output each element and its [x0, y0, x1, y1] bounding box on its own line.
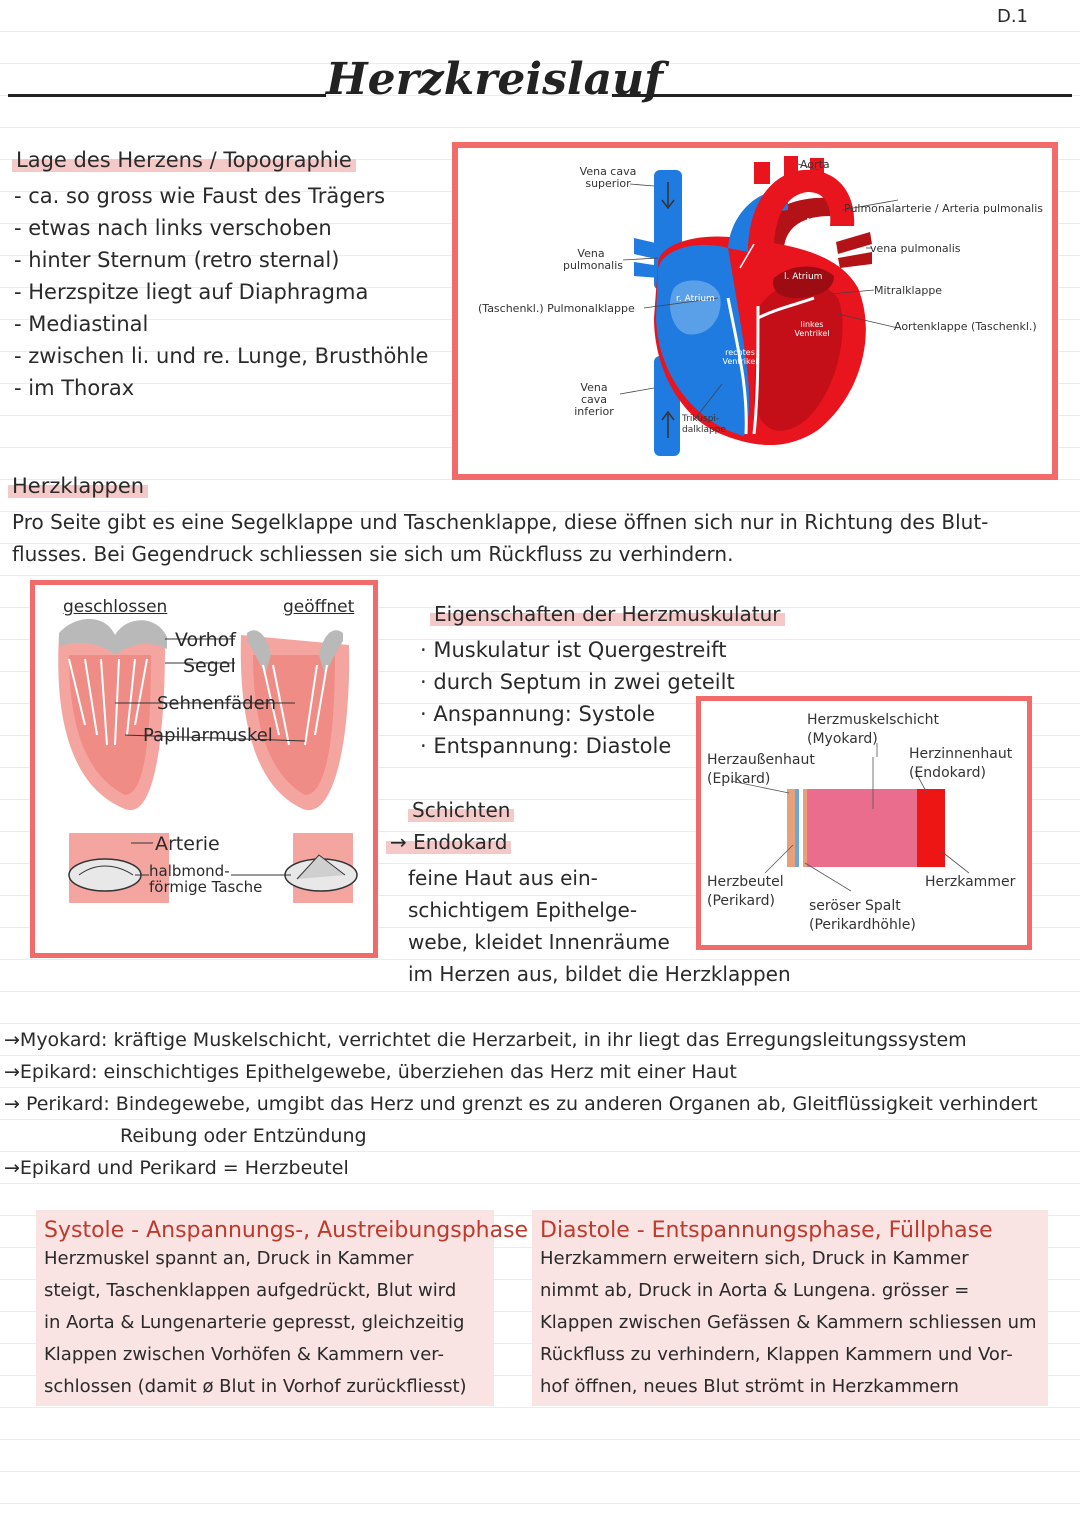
layer-perikard-cont: Reibung oder Entzündung — [120, 1125, 367, 1147]
list-item: - hinter Sternum (retro sternal) — [14, 248, 340, 272]
herzklappen-text-1: Pro Seite gibt es eine Segelklappe und Taschenklappe, diese öffnen sich nur in Richtung des Blut- — [12, 510, 989, 534]
list-item: - zwischen li. und re. Lunge, Brusthöhle — [14, 344, 429, 368]
label-vena-cava-inferior: Vena cava inferior — [574, 381, 614, 418]
eigenschaften-list — [420, 634, 735, 762]
label-geoeffnet: geöffnet — [283, 597, 355, 617]
systole-box: Systole - Anspannungs-, Austreibungsphase Herzmuskel spannt an, Druck in Kammer steigt, Taschenklappen aufgedrückt, Blut wird in Aorta & Lungenarterie gepresst, gleichzeitig Klappen zwischen Vorhöfen & Kammern ver- schlossen (damit ø Blut in Vorhof zurückfliesst) — [36, 1210, 494, 1406]
label-sehnenfaden: Sehnenfäden — [157, 693, 277, 714]
label-aortenklappe: Aortenklappe (Taschenkl.) — [894, 320, 1037, 333]
valve-diagram — [30, 580, 378, 958]
label-rechtes-ventrikel: rechtes Ventrikel — [722, 348, 758, 366]
label-l-atrium: l. Atrium — [784, 272, 823, 282]
label-herzbeutel: Herzbeutel (Perikard) — [707, 874, 784, 909]
label-pulmonalarterie: Pulmonalarterie / Arteria pulmonalis — [844, 202, 1044, 215]
herzklappen-text-2: flusses. Bei Gegendruck schliessen sie sich um Rückfluss zu verhindern. — [12, 542, 734, 566]
list-item: · Entspannung: Diastole — [420, 734, 672, 758]
lage-list — [14, 180, 428, 404]
label-seroeser-spalt: seröser Spalt (Perikardhöhle) — [809, 898, 916, 933]
page-title: Herzkreislauf — [326, 54, 664, 105]
layers-text — [4, 1024, 1038, 1184]
endokard-label: → Endokard — [386, 830, 511, 854]
label-herzaussenhaut: Herzaußenhaut (Epikard) — [707, 752, 815, 787]
title-rule-right — [612, 94, 1072, 97]
list-item: · Anspannung: Systole — [420, 702, 656, 726]
systole-heading: Systole - Anspannungs-, Austreibungsphase — [44, 1218, 529, 1243]
label-pulmonalklappe: (Taschenkl.) Pulmonalklappe — [478, 302, 635, 315]
layer-epikard: →Epikard: einschichtiges Epithelgewebe, überziehen das Herz mit einer Haut — [4, 1061, 737, 1083]
lage-heading: Lage des Herzens / Topographie — [12, 148, 356, 172]
page-number: D.1 — [996, 6, 1028, 27]
label-r-atrium: r. Atrium — [676, 294, 715, 304]
endokard-text: feine Haut aus ein- schichtigem Epithelge- webe, kleidet Innenräume im Herzen aus, bildet die Herzklappen — [408, 866, 791, 986]
label-papillarmuskel: Papillarmuskel — [143, 725, 273, 746]
label-vorhof: Vorhof — [175, 629, 236, 651]
layer-herzbeutel: →Epikard und Perikard = Herzbeutel — [4, 1157, 349, 1179]
list-item: - Mediastinal — [14, 312, 149, 336]
diastole-heading: Diastole - Entspannungsphase, Füllphase — [540, 1218, 993, 1243]
heart-diagram — [452, 142, 1058, 480]
label-vena-pulmonalis-left: Vena pulmonalis — [563, 247, 624, 272]
label-halbmond: halbmond- förmige Tasche — [149, 862, 263, 896]
label-arterie: Arterie — [155, 833, 220, 855]
list-item: - Herzspitze liegt auf Diaphragma — [14, 280, 369, 304]
label-mitralklappe: Mitralklappe — [874, 284, 943, 297]
list-item: - im Thorax — [14, 376, 135, 400]
list-item: · durch Septum in zwei geteilt — [420, 670, 735, 694]
label-herzkammer: Herzkammer — [925, 874, 1016, 890]
schichten-heading: Schichten — [408, 798, 514, 822]
diastole-box: Diastole - Entspannungsphase, Füllphase Herzkammern erweitern sich, Druck in Kammer nimmt ab, Druck in Aorta & Lungena. grösser = Klappen zwischen Gefässen & Kammern schliessen um Rückfluss zu verhindern, Klappen Kammern und Vor- hof öffnen, neues Blut strömt in Herzkammern — [532, 1210, 1048, 1406]
layer-diagram — [696, 696, 1032, 950]
label-aorta: Aorta — [800, 158, 830, 171]
herzklappen-heading: Herzklappen — [8, 474, 148, 498]
label-vena-pulmonalis-right: vena pulmonalis — [870, 242, 961, 255]
list-item: · Muskulatur ist Quergestreift — [420, 638, 727, 662]
layer-perikard: → Perikard: Bindegewebe, umgibt das Herz und grenzt es zu anderen Organen ab, Gleitflüssigkeit verhindert — [4, 1093, 1038, 1115]
eigenschaften-heading: Eigenschaften der Herzmuskulatur — [430, 602, 785, 626]
label-trikuspidalklappe: Trikuspi-dalklappe — [682, 414, 726, 435]
label-linkes-ventrikel: linkes Ventrikel — [794, 320, 830, 338]
label-vena-cava-superior: Vena cava superior — [579, 165, 637, 190]
label-herzmuskelschicht: Herzmuskelschicht (Myokard) — [807, 712, 939, 747]
list-item: - ca. so gross wie Faust des Trägers — [14, 184, 386, 208]
list-item: - etwas nach links verschoben — [14, 216, 332, 240]
label-herzinnenhaut: Herzinnenhaut (Endokard) — [909, 746, 1013, 781]
layer-myokard: →Myokard: kräftige Muskelschicht, verrichtet die Herzarbeit, in ihr liegt das Erregungsleitungssystem — [4, 1029, 967, 1051]
title-rule-left — [8, 94, 326, 97]
label-segel: Segel — [183, 655, 236, 677]
label-geschlossen: geschlossen — [63, 597, 168, 617]
